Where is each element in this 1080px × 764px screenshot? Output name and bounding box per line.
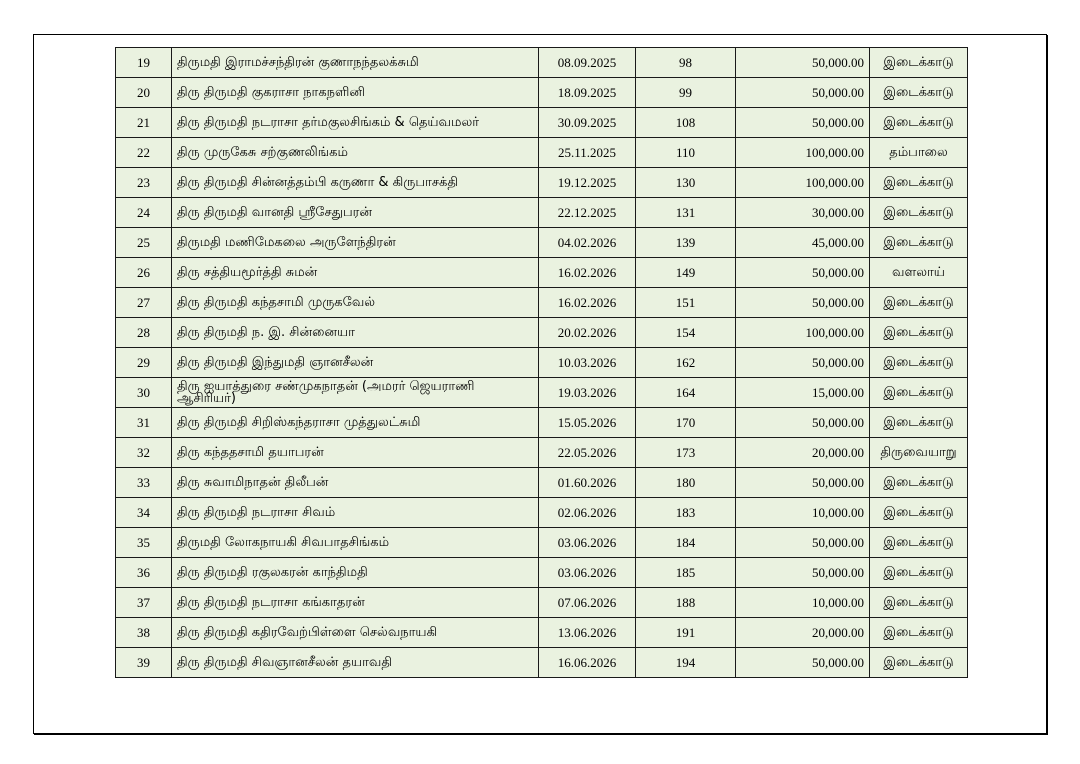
amount-cell: 30,000.00 <box>736 198 870 228</box>
amount-cell: 50,000.00 <box>736 528 870 558</box>
donor-name-cell: திருமதி இராமச்சந்திரன் குணாநந்தலக்சுமி <box>172 48 539 78</box>
date-cell: 03.06.2026 <box>539 528 636 558</box>
receipt-number-cell: 151 <box>636 288 736 318</box>
receipt-number-cell: 154 <box>636 318 736 348</box>
place-cell: இடைக்காடு <box>870 468 968 498</box>
receipt-number-cell: 108 <box>636 108 736 138</box>
receipt-number-cell: 110 <box>636 138 736 168</box>
place-cell: வளலாய் <box>870 258 968 288</box>
serial-number-cell: 20 <box>116 78 172 108</box>
serial-number-cell: 22 <box>116 138 172 168</box>
amount-cell: 100,000.00 <box>736 168 870 198</box>
donor-name-cell: திரு திருமதி கதிரவேற்பிள்ளை செல்வநாயகி <box>172 618 539 648</box>
table-row <box>116 408 968 438</box>
place-cell: திருவையாறு <box>870 438 968 468</box>
date-cell: 20.02.2026 <box>539 318 636 348</box>
table-row <box>116 108 968 138</box>
receipt-number-cell: 164 <box>636 378 736 408</box>
place-cell: இடைக்காடு <box>870 588 968 618</box>
amount-cell: 50,000.00 <box>736 558 870 588</box>
receipt-number-cell: 139 <box>636 228 736 258</box>
place-cell: இடைக்காடு <box>870 648 968 678</box>
amount-cell: 45,000.00 <box>736 228 870 258</box>
amount-cell: 50,000.00 <box>736 408 870 438</box>
date-cell: 04.02.2026 <box>539 228 636 258</box>
date-cell: 02.06.2026 <box>539 498 636 528</box>
receipt-number-cell: 191 <box>636 618 736 648</box>
donor-name-cell: திரு திருமதி சிறிஸ்கந்தராசா முத்துலட்சுமி <box>172 408 539 438</box>
table-row <box>116 378 968 408</box>
serial-number-cell: 33 <box>116 468 172 498</box>
table-row <box>116 528 968 558</box>
date-cell: 08.09.2025 <box>539 48 636 78</box>
table-row <box>116 438 968 468</box>
donor-name-cell: திரு சத்தியமூர்த்தி சுமன் <box>172 258 539 288</box>
donor-name-cell: திரு திருமதி கந்தசாமி முருகவேல் <box>172 288 539 318</box>
place-cell: இடைக்காடு <box>870 348 968 378</box>
donor-name-cell: திரு திருமதி ந. இ. சின்னையா <box>172 318 539 348</box>
serial-number-cell: 23 <box>116 168 172 198</box>
place-cell: இடைக்காடு <box>870 318 968 348</box>
amount-cell: 100,000.00 <box>736 138 870 168</box>
table-row <box>116 468 968 498</box>
date-cell: 19.03.2026 <box>539 378 636 408</box>
table-row <box>116 168 968 198</box>
table-row <box>116 348 968 378</box>
amount-cell: 100,000.00 <box>736 318 870 348</box>
date-cell: 03.06.2026 <box>539 558 636 588</box>
donor-table <box>115 47 968 678</box>
serial-number-cell: 31 <box>116 408 172 438</box>
amount-cell: 10,000.00 <box>736 498 870 528</box>
serial-number-cell: 38 <box>116 618 172 648</box>
table-row <box>116 138 968 168</box>
receipt-number-cell: 149 <box>636 258 736 288</box>
receipt-number-cell: 162 <box>636 348 736 378</box>
place-cell: இடைக்காடு <box>870 408 968 438</box>
serial-number-cell: 37 <box>116 588 172 618</box>
place-cell: இடைக்காடு <box>870 168 968 198</box>
date-cell: 15.05.2026 <box>539 408 636 438</box>
place-cell: இடைக்காடு <box>870 498 968 528</box>
donor-name-cell: திரு முருகேசு சற்குணலிங்கம் <box>172 138 539 168</box>
donor-name-cell: திரு சுவாமிநாதன் திலீபன் <box>172 468 539 498</box>
receipt-number-cell: 183 <box>636 498 736 528</box>
serial-number-cell: 32 <box>116 438 172 468</box>
date-cell: 16.06.2026 <box>539 648 636 678</box>
donor-name-cell: திரு ஐயாத்துரை சண்முகநாதன் (அமரர் ஜெயராணி ஆசிரியர்) <box>172 378 539 408</box>
table-row <box>116 228 968 258</box>
donor-name-cell: திரு திருமதி சின்னத்தம்பி கருணா & கிருபாசக்தி <box>172 168 539 198</box>
donor-name-cell: திரு திருமதி சிவஞானசீலன் தயாவதி <box>172 648 539 678</box>
place-cell: இடைக்காடு <box>870 618 968 648</box>
date-cell: 22.05.2026 <box>539 438 636 468</box>
donor-name-cell: திரு திருமதி குகராசா நாகநளினி <box>172 78 539 108</box>
place-cell: இடைக்காடு <box>870 288 968 318</box>
table-row <box>116 498 968 528</box>
amount-cell: 50,000.00 <box>736 348 870 378</box>
donor-name-cell: திரு திருமதி நடராசா சிவம் <box>172 498 539 528</box>
amount-cell: 20,000.00 <box>736 618 870 648</box>
date-cell: 18.09.2025 <box>539 78 636 108</box>
serial-number-cell: 36 <box>116 558 172 588</box>
table-row <box>116 48 968 78</box>
serial-number-cell: 26 <box>116 258 172 288</box>
date-cell: 01.60.2026 <box>539 468 636 498</box>
date-cell: 10.03.2026 <box>539 348 636 378</box>
date-cell: 13.06.2026 <box>539 618 636 648</box>
amount-cell: 50,000.00 <box>736 288 870 318</box>
receipt-number-cell: 130 <box>636 168 736 198</box>
table-row <box>116 588 968 618</box>
serial-number-cell: 30 <box>116 378 172 408</box>
place-cell: இடைக்காடு <box>870 108 968 138</box>
receipt-number-cell: 99 <box>636 78 736 108</box>
receipt-number-cell: 194 <box>636 648 736 678</box>
serial-number-cell: 24 <box>116 198 172 228</box>
amount-cell: 50,000.00 <box>736 648 870 678</box>
amount-cell: 50,000.00 <box>736 258 870 288</box>
donor-name-cell: திரு திருமதி ரகுலகரன் காந்திமதி <box>172 558 539 588</box>
date-cell: 25.11.2025 <box>539 138 636 168</box>
amount-cell: 50,000.00 <box>736 78 870 108</box>
donor-name-cell: திரு திருமதி இந்துமதி ஞானசீலன் <box>172 348 539 378</box>
serial-number-cell: 25 <box>116 228 172 258</box>
date-cell: 16.02.2026 <box>539 288 636 318</box>
place-cell: இடைக்காடு <box>870 378 968 408</box>
date-cell: 07.06.2026 <box>539 588 636 618</box>
place-cell: இடைக்காடு <box>870 78 968 108</box>
table-row <box>116 618 968 648</box>
date-cell: 19.12.2025 <box>539 168 636 198</box>
amount-cell: 50,000.00 <box>736 108 870 138</box>
serial-number-cell: 21 <box>116 108 172 138</box>
serial-number-cell: 19 <box>116 48 172 78</box>
amount-cell: 50,000.00 <box>736 48 870 78</box>
serial-number-cell: 39 <box>116 648 172 678</box>
date-cell: 16.02.2026 <box>539 258 636 288</box>
place-cell: இடைக்காடு <box>870 528 968 558</box>
table-row <box>116 288 968 318</box>
receipt-number-cell: 98 <box>636 48 736 78</box>
donor-name-cell: திரு திருமதி வானதி ஸ்ரீசேதுபரன் <box>172 198 539 228</box>
place-cell: தம்பாலை <box>870 138 968 168</box>
receipt-number-cell: 131 <box>636 198 736 228</box>
amount-cell: 50,000.00 <box>736 468 870 498</box>
table-row <box>116 78 968 108</box>
table-row <box>116 318 968 348</box>
serial-number-cell: 27 <box>116 288 172 318</box>
place-cell: இடைக்காடு <box>870 228 968 258</box>
receipt-number-cell: 170 <box>636 408 736 438</box>
receipt-number-cell: 184 <box>636 528 736 558</box>
serial-number-cell: 28 <box>116 318 172 348</box>
place-cell: இடைக்காடு <box>870 48 968 78</box>
serial-number-cell: 35 <box>116 528 172 558</box>
place-cell: இடைக்காடு <box>870 198 968 228</box>
table-row <box>116 198 968 228</box>
amount-cell: 20,000.00 <box>736 438 870 468</box>
donor-name-cell: திரு திருமதி நடராசா கங்காதரன் <box>172 588 539 618</box>
table-row <box>116 258 968 288</box>
receipt-number-cell: 188 <box>636 588 736 618</box>
date-cell: 22.12.2025 <box>539 198 636 228</box>
date-cell: 30.09.2025 <box>539 108 636 138</box>
place-cell: இடைக்காடு <box>870 558 968 588</box>
serial-number-cell: 34 <box>116 498 172 528</box>
receipt-number-cell: 173 <box>636 438 736 468</box>
donor-name-cell: திரு திருமதி நடராசா தர்மகுலசிங்கம் & தெய்வமலர் <box>172 108 539 138</box>
amount-cell: 10,000.00 <box>736 588 870 618</box>
receipt-number-cell: 185 <box>636 558 736 588</box>
donor-table-body <box>116 48 968 678</box>
donor-name-cell: திரு கந்ததசாமி தயாபரன் <box>172 438 539 468</box>
table-row <box>116 648 968 678</box>
receipt-number-cell: 180 <box>636 468 736 498</box>
donor-name-cell: திருமதி மணிமேகலை அருளேந்திரன் <box>172 228 539 258</box>
amount-cell: 15,000.00 <box>736 378 870 408</box>
table-row <box>116 558 968 588</box>
serial-number-cell: 29 <box>116 348 172 378</box>
donor-name-cell: திருமதி லோகநாயகி சிவபாதசிங்கம் <box>172 528 539 558</box>
